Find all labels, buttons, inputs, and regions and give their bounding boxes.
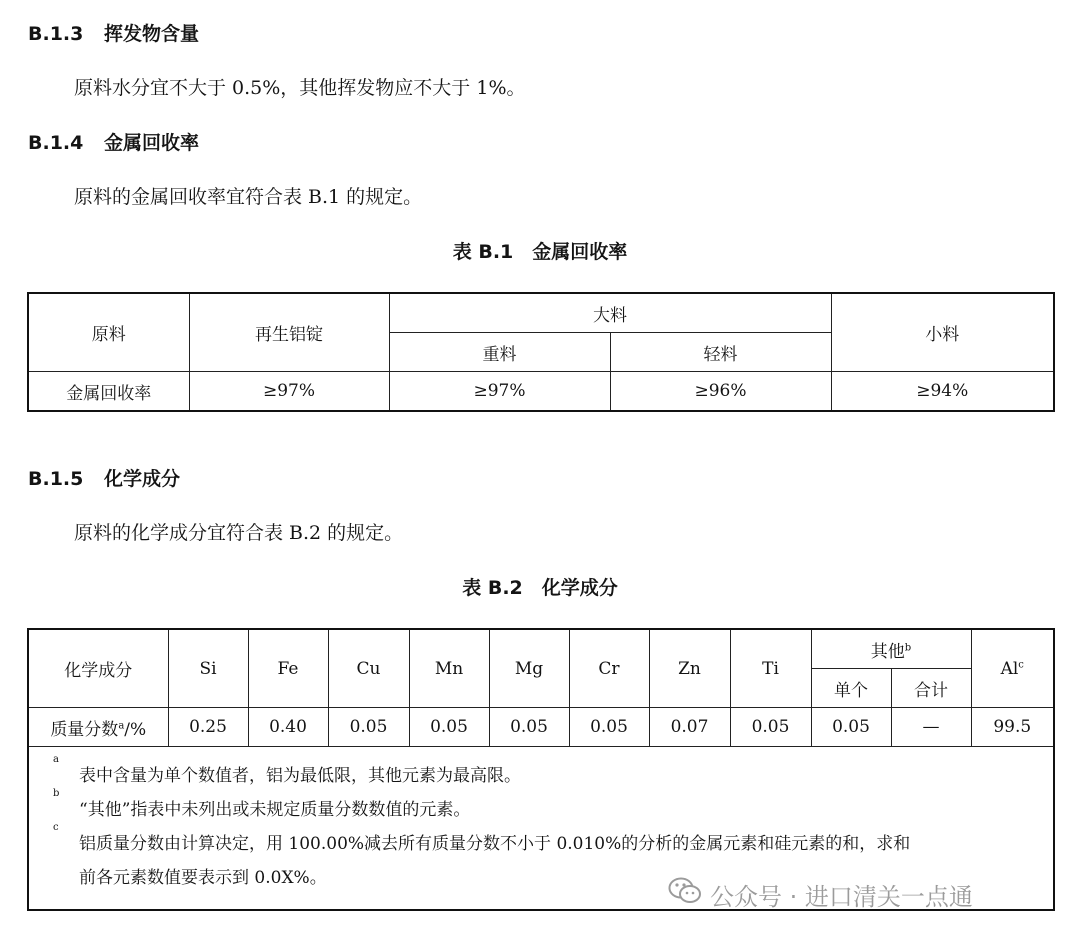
header-total: 合计 [891, 669, 971, 708]
watermark-text: 公众号 · 进口清关一点通 [710, 882, 973, 911]
table-cell: 0.05 [569, 708, 649, 747]
header-element: Cu [328, 629, 409, 708]
table-cell: 0.05 [489, 708, 569, 747]
table-cell: 99.5 [971, 708, 1054, 747]
table-row [28, 708, 1054, 747]
header-al-label: Al [1000, 658, 1019, 679]
section-number: B.1.4 [28, 132, 84, 154]
section-heading-b15 [28, 464, 180, 491]
header-al [971, 629, 1054, 708]
footnote-mark: b [904, 641, 912, 653]
row-label: 金属回收率 [28, 372, 189, 412]
table-cell: 0.40 [248, 708, 328, 747]
section-title: 金属回收率 [104, 132, 200, 154]
footnote-mark: a [53, 754, 59, 765]
row-label [28, 708, 168, 747]
table-header-row [28, 629, 1054, 669]
table-cell: 0.05 [328, 708, 409, 747]
table-cell: 0.07 [649, 708, 730, 747]
header-others-label: 其他 [870, 641, 905, 662]
footnote-text: 表中含量为单个数值者，铝为最低限，其他元素为最高限。 [79, 766, 521, 786]
footnote-text: 铝质量分数由计算决定，用 100.00%减去所有质量分数不小于 0.010%的分析的金属元素和硅元素的和，求和 [79, 834, 911, 854]
table-cell: ≥96% [610, 372, 831, 412]
header-small: 小料 [831, 293, 1054, 372]
header-element: Mn [409, 629, 489, 708]
section-paragraph-b13: 原料水分宜不大于 0.5%，其他挥发物应不大于 1%。 [74, 77, 526, 99]
table-b2 [27, 628, 1055, 911]
header-element: Mg [489, 629, 569, 708]
table-cell: 0.25 [168, 708, 248, 747]
footnote-mark: b [53, 788, 60, 799]
section-paragraph-b15: 原料的化学成分宜符合表 B.2 的规定。 [74, 522, 404, 544]
table-row [28, 372, 1054, 412]
footnote-text: 前各元素数值要表示到 0.0X%。 [79, 868, 327, 888]
watermark [668, 876, 973, 912]
section-number: B.1.3 [28, 23, 84, 45]
header-element: Cr [569, 629, 649, 708]
footnote [53, 788, 1053, 827]
table-cell: 0.05 [409, 708, 489, 747]
header-recycled-ingot: 再生铝锭 [189, 293, 389, 372]
table-cell: 0.05 [811, 708, 891, 747]
header-large: 大料 [389, 293, 831, 333]
table-cell: — [891, 708, 971, 747]
header-others [811, 629, 971, 669]
header-chemical-composition: 化学成分 [28, 629, 168, 708]
header-single: 单个 [811, 669, 891, 708]
footnote-mark: c [53, 822, 59, 833]
footnote-mark: a [118, 719, 125, 731]
section-paragraph-b14: 原料的金属回收率宜符合表 B.1 的规定。 [74, 186, 423, 208]
table-b1-caption: 表 B.1 金属回收率 [452, 241, 628, 263]
section-number: B.1.5 [28, 468, 84, 490]
footnote [53, 754, 1053, 793]
header-material: 原料 [28, 293, 189, 372]
table-cell: ≥97% [189, 372, 389, 412]
section-heading-b14 [28, 128, 199, 155]
row-label-text: 质量分数 [50, 719, 119, 740]
table-cell: ≥97% [389, 372, 610, 412]
footnote-mark: c [1018, 658, 1024, 670]
section-title: 化学成分 [104, 468, 181, 490]
footnote-text: “其他”指表中未列出或未规定质量分数数值的元素。 [79, 800, 471, 820]
section-title: 挥发物含量 [104, 23, 200, 45]
header-element: Fe [248, 629, 328, 708]
header-element: Si [168, 629, 248, 708]
header-light: 轻料 [610, 333, 831, 372]
wechat-icon [668, 876, 702, 912]
row-label-unit: /% [124, 719, 147, 740]
header-element: Zn [649, 629, 730, 708]
footnote [53, 822, 1053, 861]
table-b1 [27, 292, 1055, 412]
section-heading-b13 [28, 19, 199, 46]
header-heavy: 重料 [389, 333, 610, 372]
header-element: Ti [730, 629, 811, 708]
table-b2-caption: 表 B.2 化学成分 [462, 577, 618, 599]
table-cell: ≥94% [831, 372, 1054, 412]
table-cell: 0.05 [730, 708, 811, 747]
table-header-row [28, 293, 1054, 333]
